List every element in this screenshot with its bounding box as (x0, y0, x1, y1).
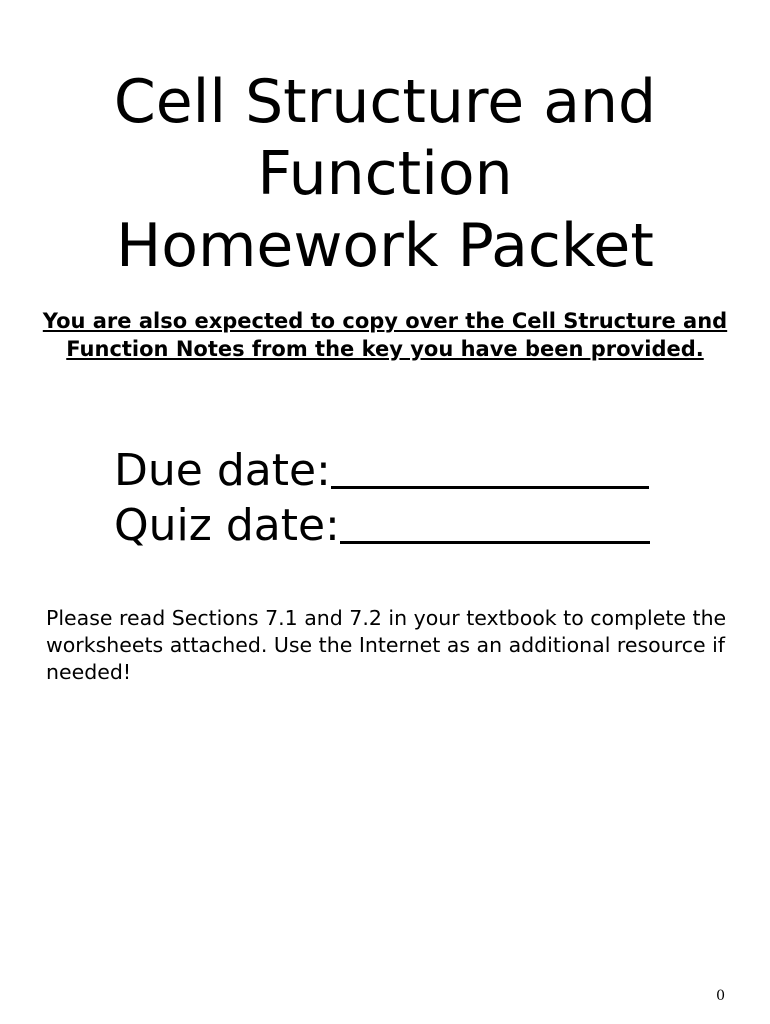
reading-instructions: Please read Sections 7.1 and 7.2 in your textbook to complete the worksheets attached. Use the Internet as an additional resource if needed! (46, 606, 727, 684)
copy-notes-instruction: You are also expected to copy over the Cell Structure and Function Notes from the key you have been provided. (42, 309, 728, 361)
packet-title (0, 66, 770, 282)
title-line-3: Homework Packet (116, 211, 654, 281)
title-line-1: Cell Structure and (113, 67, 657, 137)
title-line-2: Function (257, 139, 513, 209)
due-date-label: Due date: (114, 445, 331, 496)
due-date-line (114, 443, 714, 498)
page-number: 0 (716, 988, 725, 1004)
quiz-date-label: Quiz date: (114, 500, 340, 551)
quiz-date-blank[interactable] (340, 505, 650, 544)
dates-section (114, 443, 714, 553)
due-date-blank[interactable] (331, 450, 649, 489)
quiz-date-line (114, 498, 714, 553)
